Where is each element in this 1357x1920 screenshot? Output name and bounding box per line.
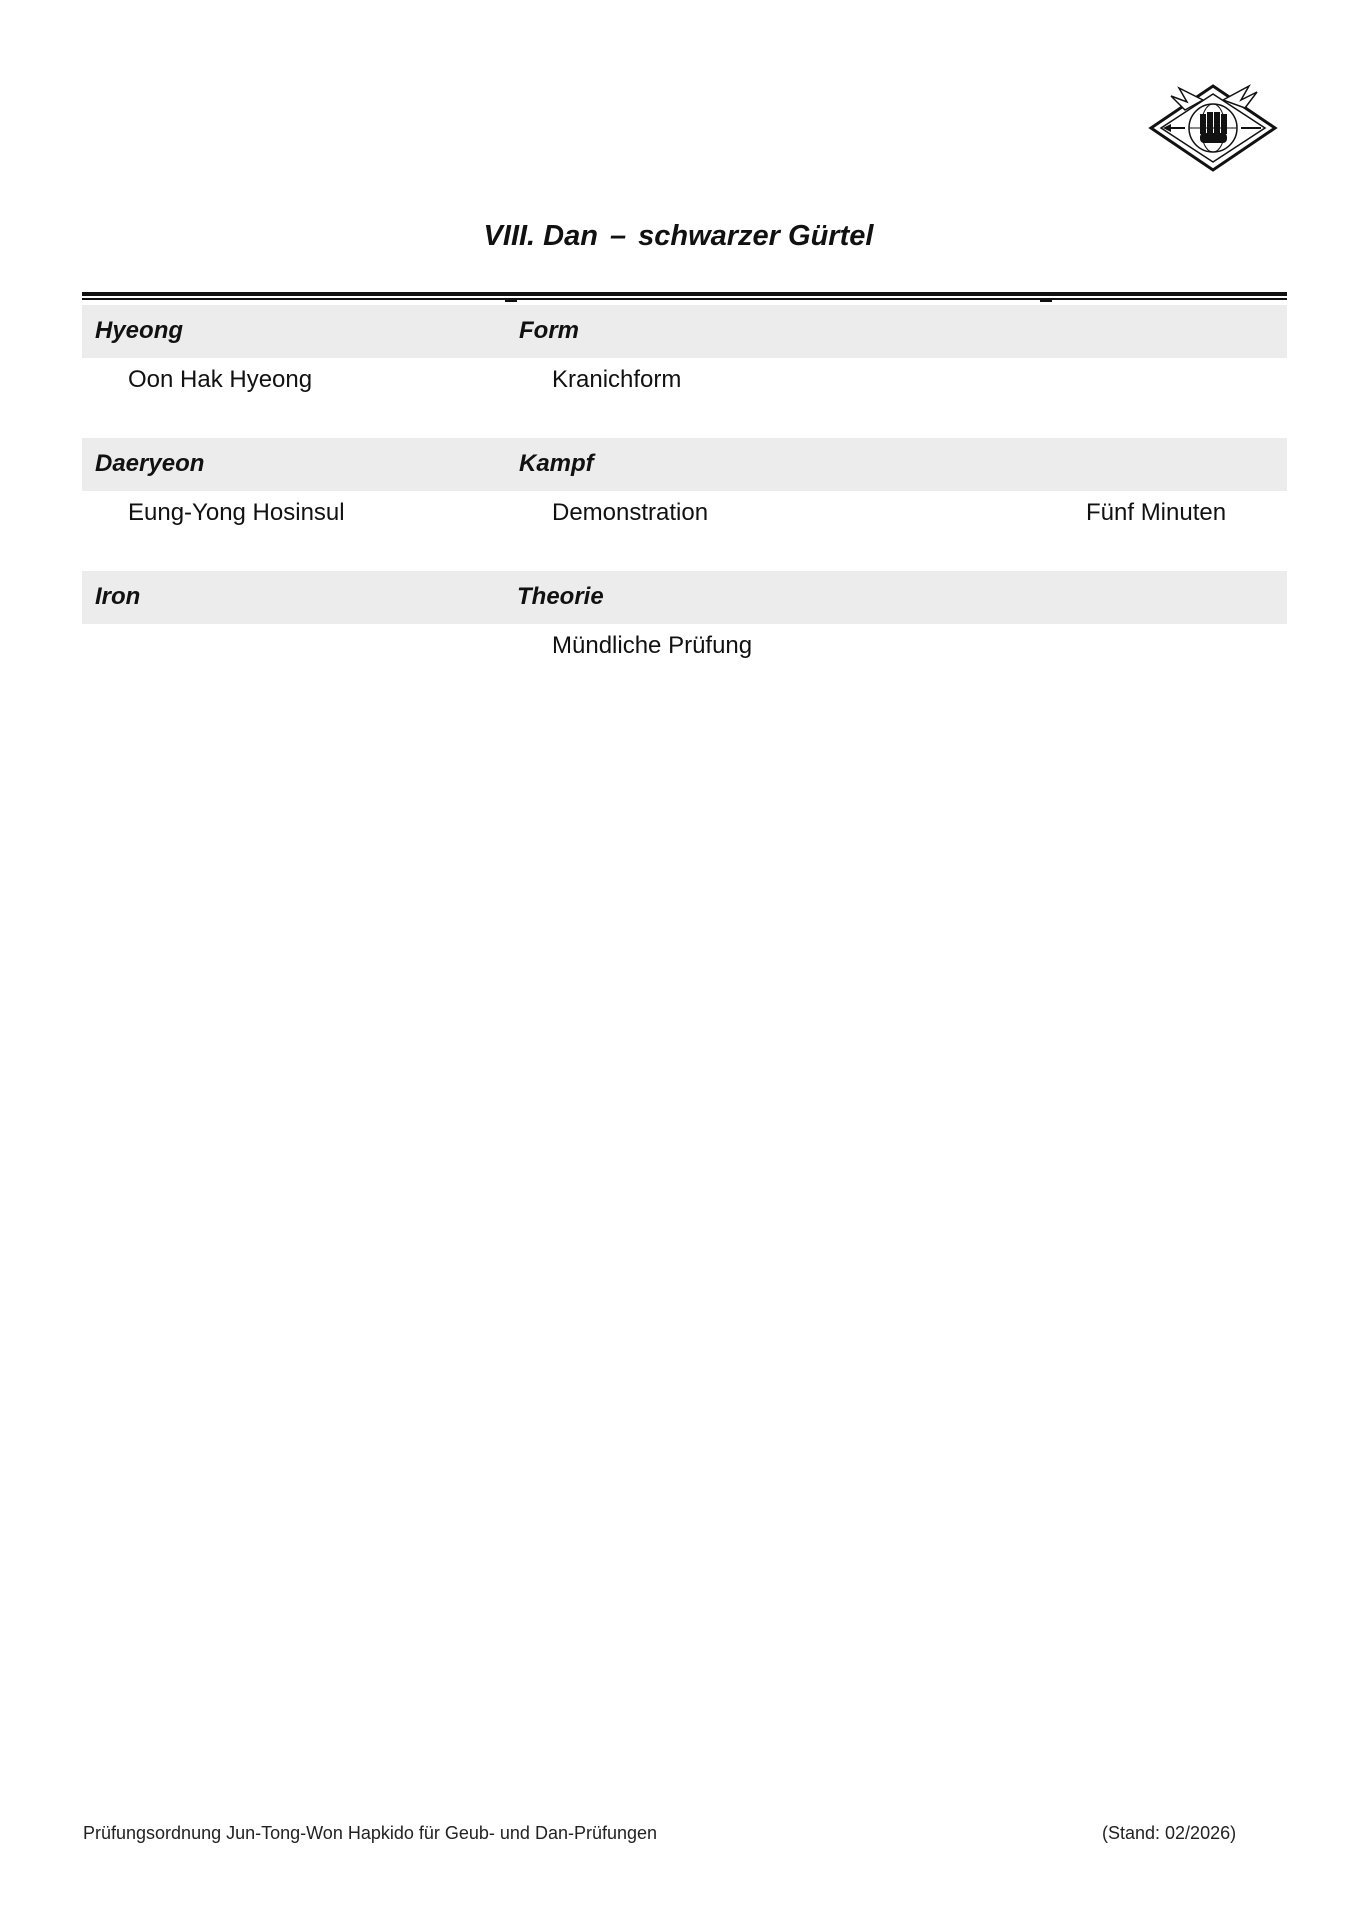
header-rule-tick xyxy=(505,300,517,302)
exam-section-iron xyxy=(82,571,1287,670)
jun-tong-won-emblem-icon xyxy=(1145,78,1281,174)
section-value-left: Eung-Yong Hosinsul xyxy=(128,499,345,526)
section-heading-row xyxy=(82,305,1287,358)
section-heading-left: Hyeong xyxy=(95,317,184,344)
section-value-right: Kranichform xyxy=(552,366,682,393)
section-heading-left: Iron xyxy=(95,583,141,610)
section-heading-right: Kampf xyxy=(519,450,594,477)
section-value-left: Oon Hak Hyeong xyxy=(128,366,313,393)
exam-section-hyeong xyxy=(82,305,1287,404)
section-heading-row xyxy=(82,571,1287,624)
exam-section-daeryeon xyxy=(82,438,1287,537)
rank-label: VIII. Dan xyxy=(483,220,598,252)
footer-document-name: Prüfungsordnung Jun-Tong-Won Hapkido für Geub- und Dan-Prüfungen xyxy=(83,1823,658,1843)
footer-status: (Stand: 02/2026) xyxy=(1102,1823,1237,1843)
section-value-right: Demonstration xyxy=(552,499,709,526)
belt-label: schwarzer Gürtel xyxy=(638,220,874,252)
section-value-right: Mündliche Prüfung xyxy=(552,632,753,659)
header-rule-thick xyxy=(82,292,1287,296)
section-heading-right: Form xyxy=(519,317,579,344)
section-heading-row xyxy=(82,438,1287,491)
page-title xyxy=(0,220,1357,253)
title-separator: – xyxy=(609,220,627,252)
section-heading-right: Theorie xyxy=(517,583,604,610)
section-value-row xyxy=(82,358,1287,404)
header-rule-tick xyxy=(1040,300,1052,302)
header-rule-thin xyxy=(82,298,1287,300)
section-value-row xyxy=(82,491,1287,537)
section-value-extra: Fünf Minuten xyxy=(1086,499,1227,526)
section-value-row xyxy=(82,624,1287,670)
section-heading-left: Daeryeon xyxy=(95,450,205,477)
